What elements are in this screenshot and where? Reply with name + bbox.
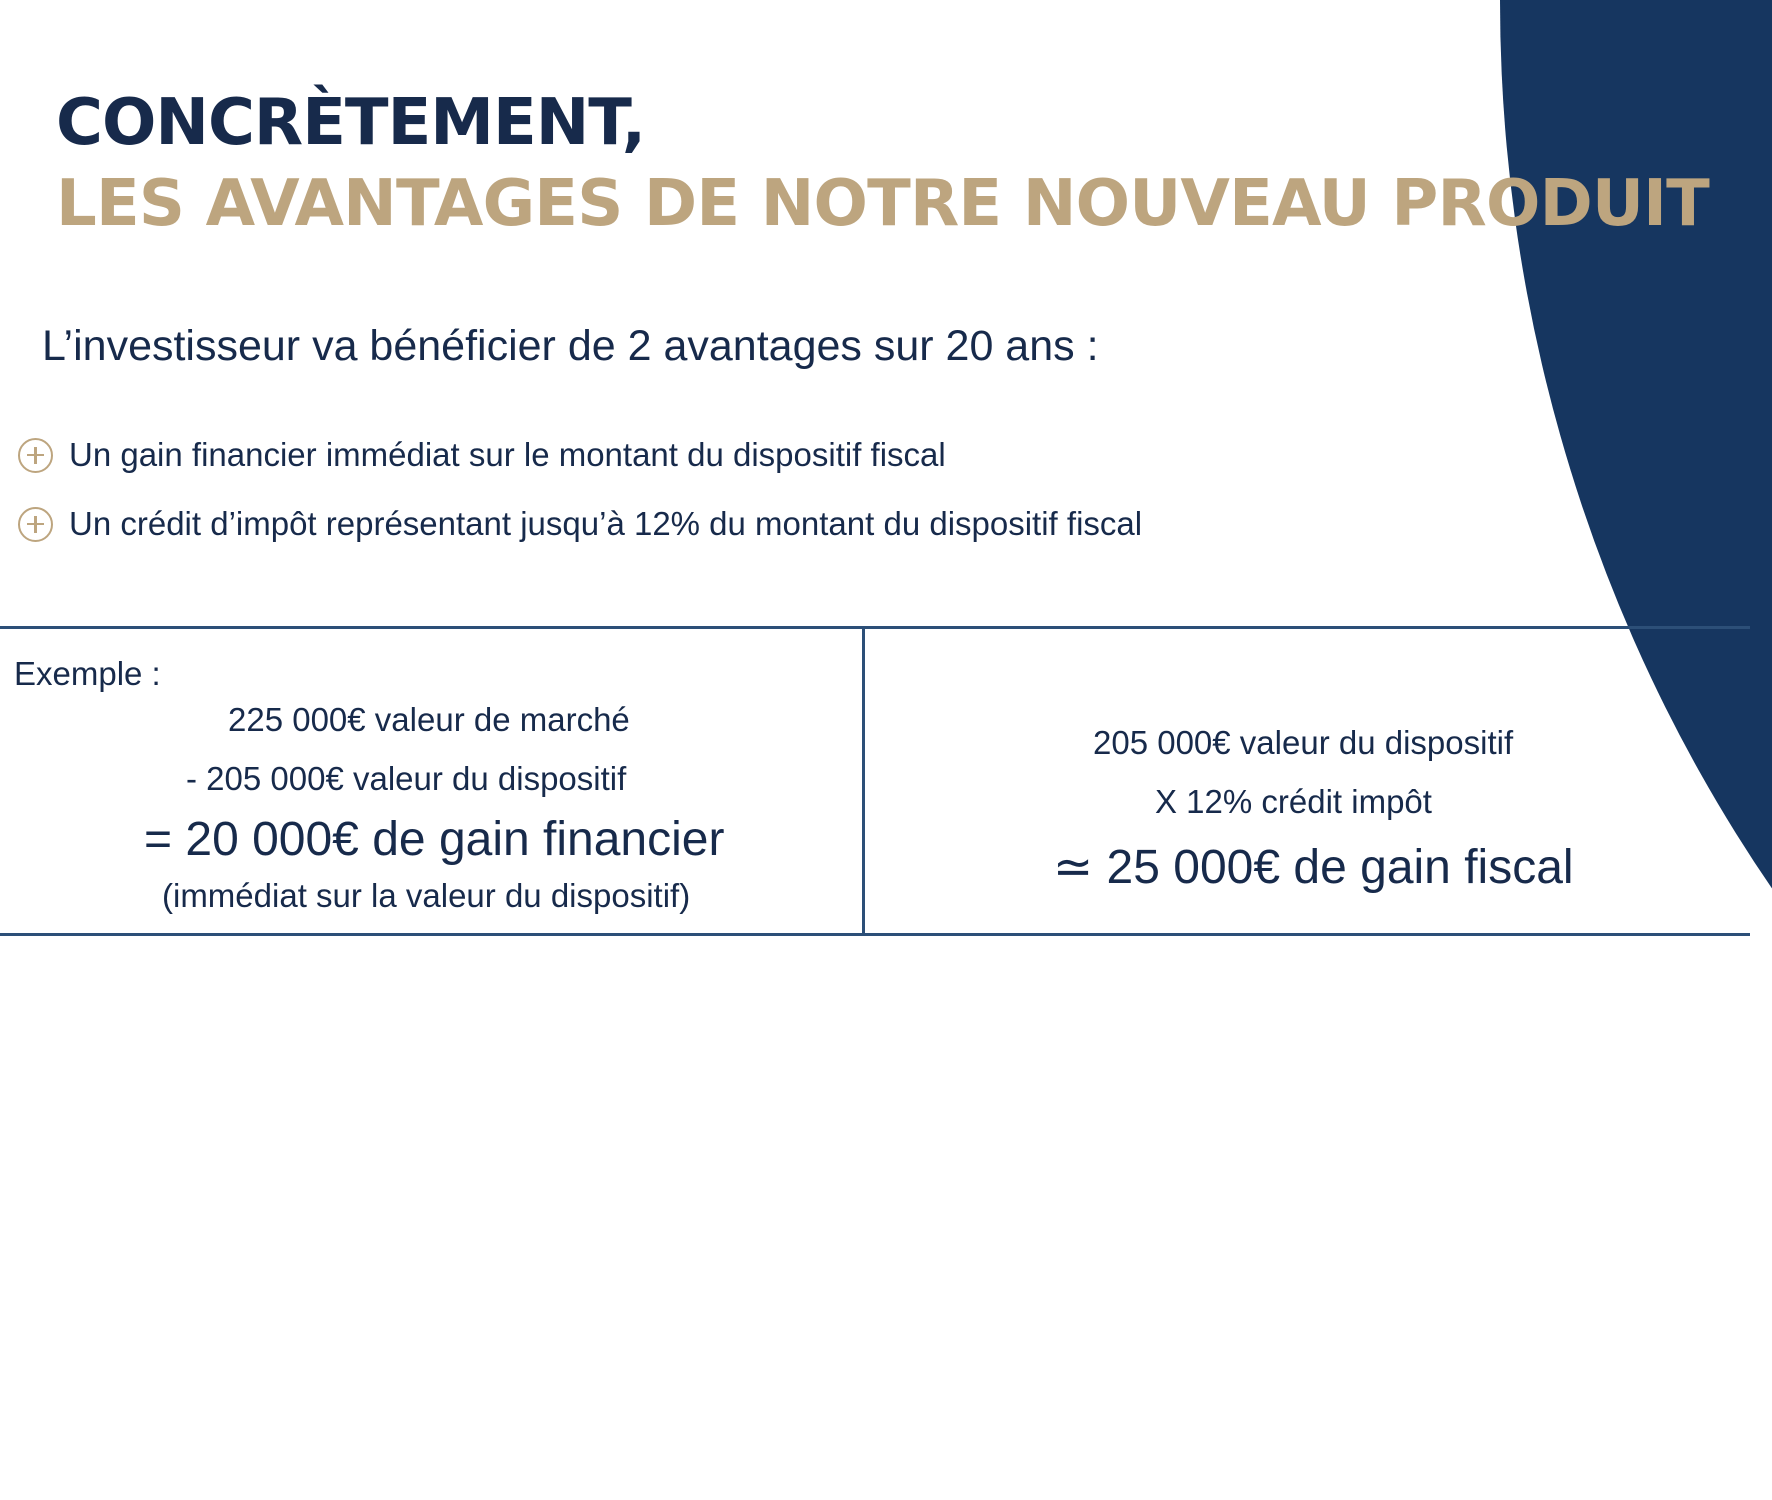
example-label: Exemple : (14, 655, 161, 692)
intro-text: L’investisseur va bénéficier de 2 avantages sur 20 ans : (42, 322, 1099, 370)
example-cell-financial-gain (0, 629, 862, 933)
plus-circle-icon (18, 438, 53, 473)
financial-gain-note: (immédiat sur la valeur du dispositif) (162, 877, 691, 914)
plus-circle-icon (18, 507, 53, 542)
example-cell-tax-gain (865, 629, 1750, 933)
financial-gain-result: = 20 000€ de gain financier (144, 813, 725, 866)
tax-gain-result: ≃ 25 000€ de gain fiscal (1053, 841, 1574, 894)
benefit-item (18, 436, 946, 474)
device-value-line: 205 000€ valeur du dispositif (1093, 724, 1514, 761)
benefit-text: Un crédit d’impôt représentant jusqu’à 12% du montant du dispositif fiscal (69, 505, 1143, 542)
slide-title-line-2: LES AVANTAGES DE NOTRE NOUVEAU PRODUIT (56, 167, 1709, 241)
example-table (0, 626, 1750, 936)
slide-title-line-1: CONCRÈTEMENT, (56, 86, 646, 160)
benefit-text: Un gain financier immédiat sur le montant du dispositif fiscal (69, 436, 946, 473)
device-value-line: - 205 000€ valeur du dispositif (186, 760, 627, 797)
tax-credit-line: X 12% crédit impôt (1155, 783, 1432, 820)
market-value-line: 225 000€ valeur de marché (228, 701, 630, 738)
benefit-item (18, 505, 1142, 543)
